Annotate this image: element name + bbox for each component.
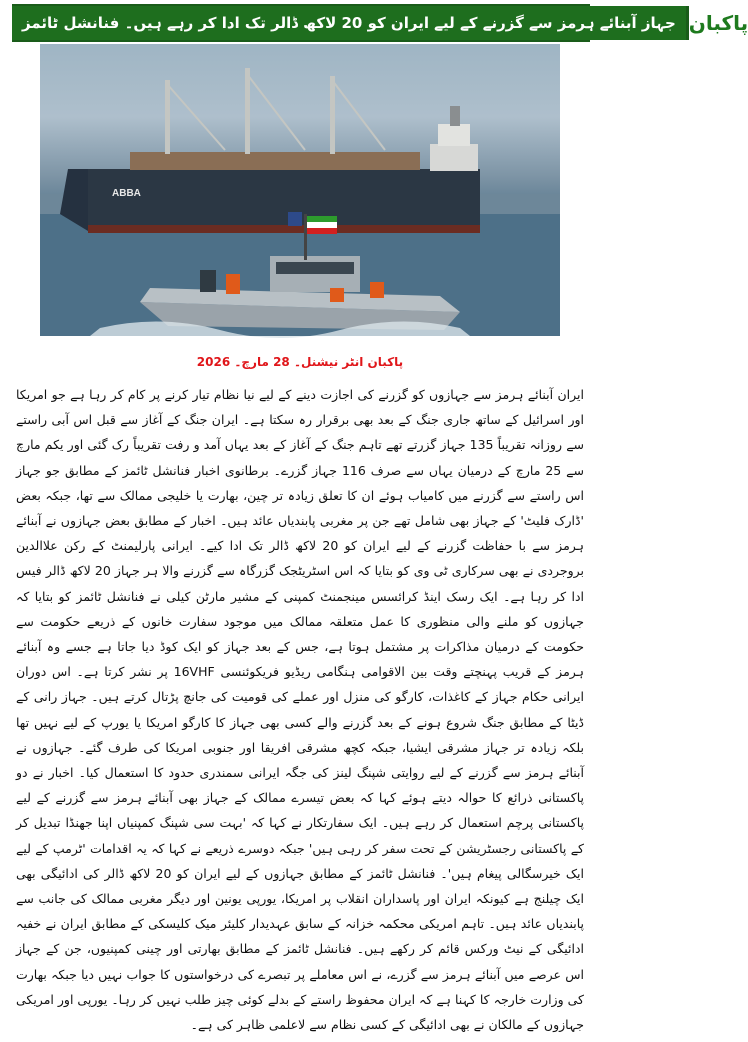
header-banner [12,4,748,42]
headline: جہاز آبنائے ہرمز سے گزرنے کے لیے ایران کو 20 لاکھ ڈالر تک ادا کر رہے ہیں۔ فنانشل ٹائمز [12,6,686,40]
article-body: ایران آبنائے ہرمز سے جہازوں کو گزرنے کی اجازت دینے کے لیے نیا نظام تیار کرنے پر کام کر رہا ہے جو امریکا اور اسرائیل کے ساتھ جاری جنگ کے بعد بھی برقرار رہ سکتا ہے۔ ایران جنگ کے آغاز سے قبل اس آبی راستے سے روزانہ تقریباً 135 جہاز گزرتے تھے تاہم جنگ کے آغاز کے بعد یہاں آمد و رفت تقریباً رک گئی اور یکم مارچ سے 25 مارچ کے درمیان یہاں سے صرف 116 جہاز گزرے۔ برطانوی اخبار فنانشل ٹائمز کے مطابق جو جہاز اس راستے سے گزرنے میں کامیاب ہوئے ان کا تعلق زیادہ تر چین، بھارت یا خلیجی ممالک سے تھا، جبکہ بعض 'ڈارک فلیٹ' کے جہاز بھی شامل تھے جن پر مغربی پابندیاں عائد ہیں۔ اخبار کے مطابق بعض جہازوں نے آبنائے ہرمز سے با حفاظت گزرنے کے لیے ایران کو 20 لاکھ ڈالر تک ادا کیے۔ ایرانی پارلیمنٹ کے رکن علاالدین بروجردی نے بھی سرکاری ٹی وی کو بتایا کہ اس اسٹریٹجک گزرگاہ سے گزرنے والا ہر جہاز 20 لاکھ ڈالر فیس ادا کر رہا ہے۔ ایک رسک اینڈ کرائسس مینجمنٹ کمپنی کے مشیر مارٹن کیلی نے فنانشل ٹائمز کو بتایا کہ جہازوں کو ملنے والی منظوری کا عمل متعلقہ ممالک میں موجود سفارت خانوں کے ذریعے حکومت سے حکومت کے درمیان مذاکرات پر مشتمل ہوتا ہے، جس کے بعد جہاز کو ایک کوڈ دیا جاتا ہے جسے وہ آبنائے ہرمز کے قریب پہنچتے وقت بین الاقوامی ہنگامی ریڈیو فریکوئنسی 16VHF پر نشر کرتا ہے۔ اس دوران ایرانی حکام جہاز کے کاغذات، کارگو کی منزل اور عملے کی قومیت کی جانچ پڑتال کرتے ہیں۔ جہاز رانی کے ڈیٹا کے مطابق جنگ شروع ہونے کے بعد گزرنے والے کسی بھی جہاز کا کارگو امریکا یا یورپ کے لیے نہیں تھا بلکہ زیادہ تر جہاز مشرقی ایشیا، جبکہ کچھ مشرقی افریقا اور جنوبی امریکا کی طرف گئے۔ جہازوں نے آبنائے ہرمز سے گزرنے کے لیے روایتی شپنگ لینز کی جگہ ایرانی سمندری حدود کا استعمال کیا۔ اخبار نے دو پاکستانی ذرائع کا حوالہ دیتے ہوئے کہا کہ بعض تیسرے ممالک کے جہاز بھی آبنائے ہرمز سے گزرنے کے لیے پاکستانی پرچم استعمال کر رہے ہیں۔ ایک سفارتکار نے کہا کہ 'بہت سی شپنگ کمپنیاں اپنا جھنڈا تبدیل کر کے پاکستانی رجسٹریشن کے تحت سفر کر رہی ہیں' جبکہ دوسرے ذریعے نے کہا کہ یہ اقدامات 'ٹرمپ کے لیے ایک خیرسگالی پیغام ہیں'۔ فنانشل ٹائمز کے مطابق جہازوں کے لیے ایران کو 20 لاکھ ڈالر کی ادائیگی بھی ایک چیلنج ہے کیونکہ ایران اور پاسداران انقلاب پر امریکا، یورپی یونین اور دیگر مغربی ممالک کی جانب سے پابندیاں عائد ہیں۔ تاہم امریکی محکمہ خزانہ کے سابق عہدیدار کلیئر میک کلیسکی کے مطابق ایران نے خفیہ ادائیگی کے نیٹ ورکس قائم کر رکھے ہیں۔ فنانشل ٹائمز کے مطابق بھارتی اور چینی کمپنیوں، جن کے جہاز اس عرصے میں آبنائے ہرمز سے گزرے، نے اس معاملے پر تبصرے کی درخواستوں کا جواب نہیں دیا جبکہ بھارت کی وزارت خارجہ کا کہنا ہے کہ ایران محفوظ راستے کے بدلے کوئی چیز طلب نہیں کر رہا۔ یورپی اور امریکی جہازوں کے مالکان نے بھی ادائیگی کے کسی نظام سے لاعلمی ظاہر کی ہے۔ [16,387,584,1033]
ship-name: ABBA [112,188,141,199]
ship-hull [88,169,480,231]
news-photo [40,44,560,336]
dateline: پاکبان انٹر نیشنل۔ 28 مارچ۔ 2026 [196,355,404,369]
brand-logo: پاکبان [686,6,748,40]
